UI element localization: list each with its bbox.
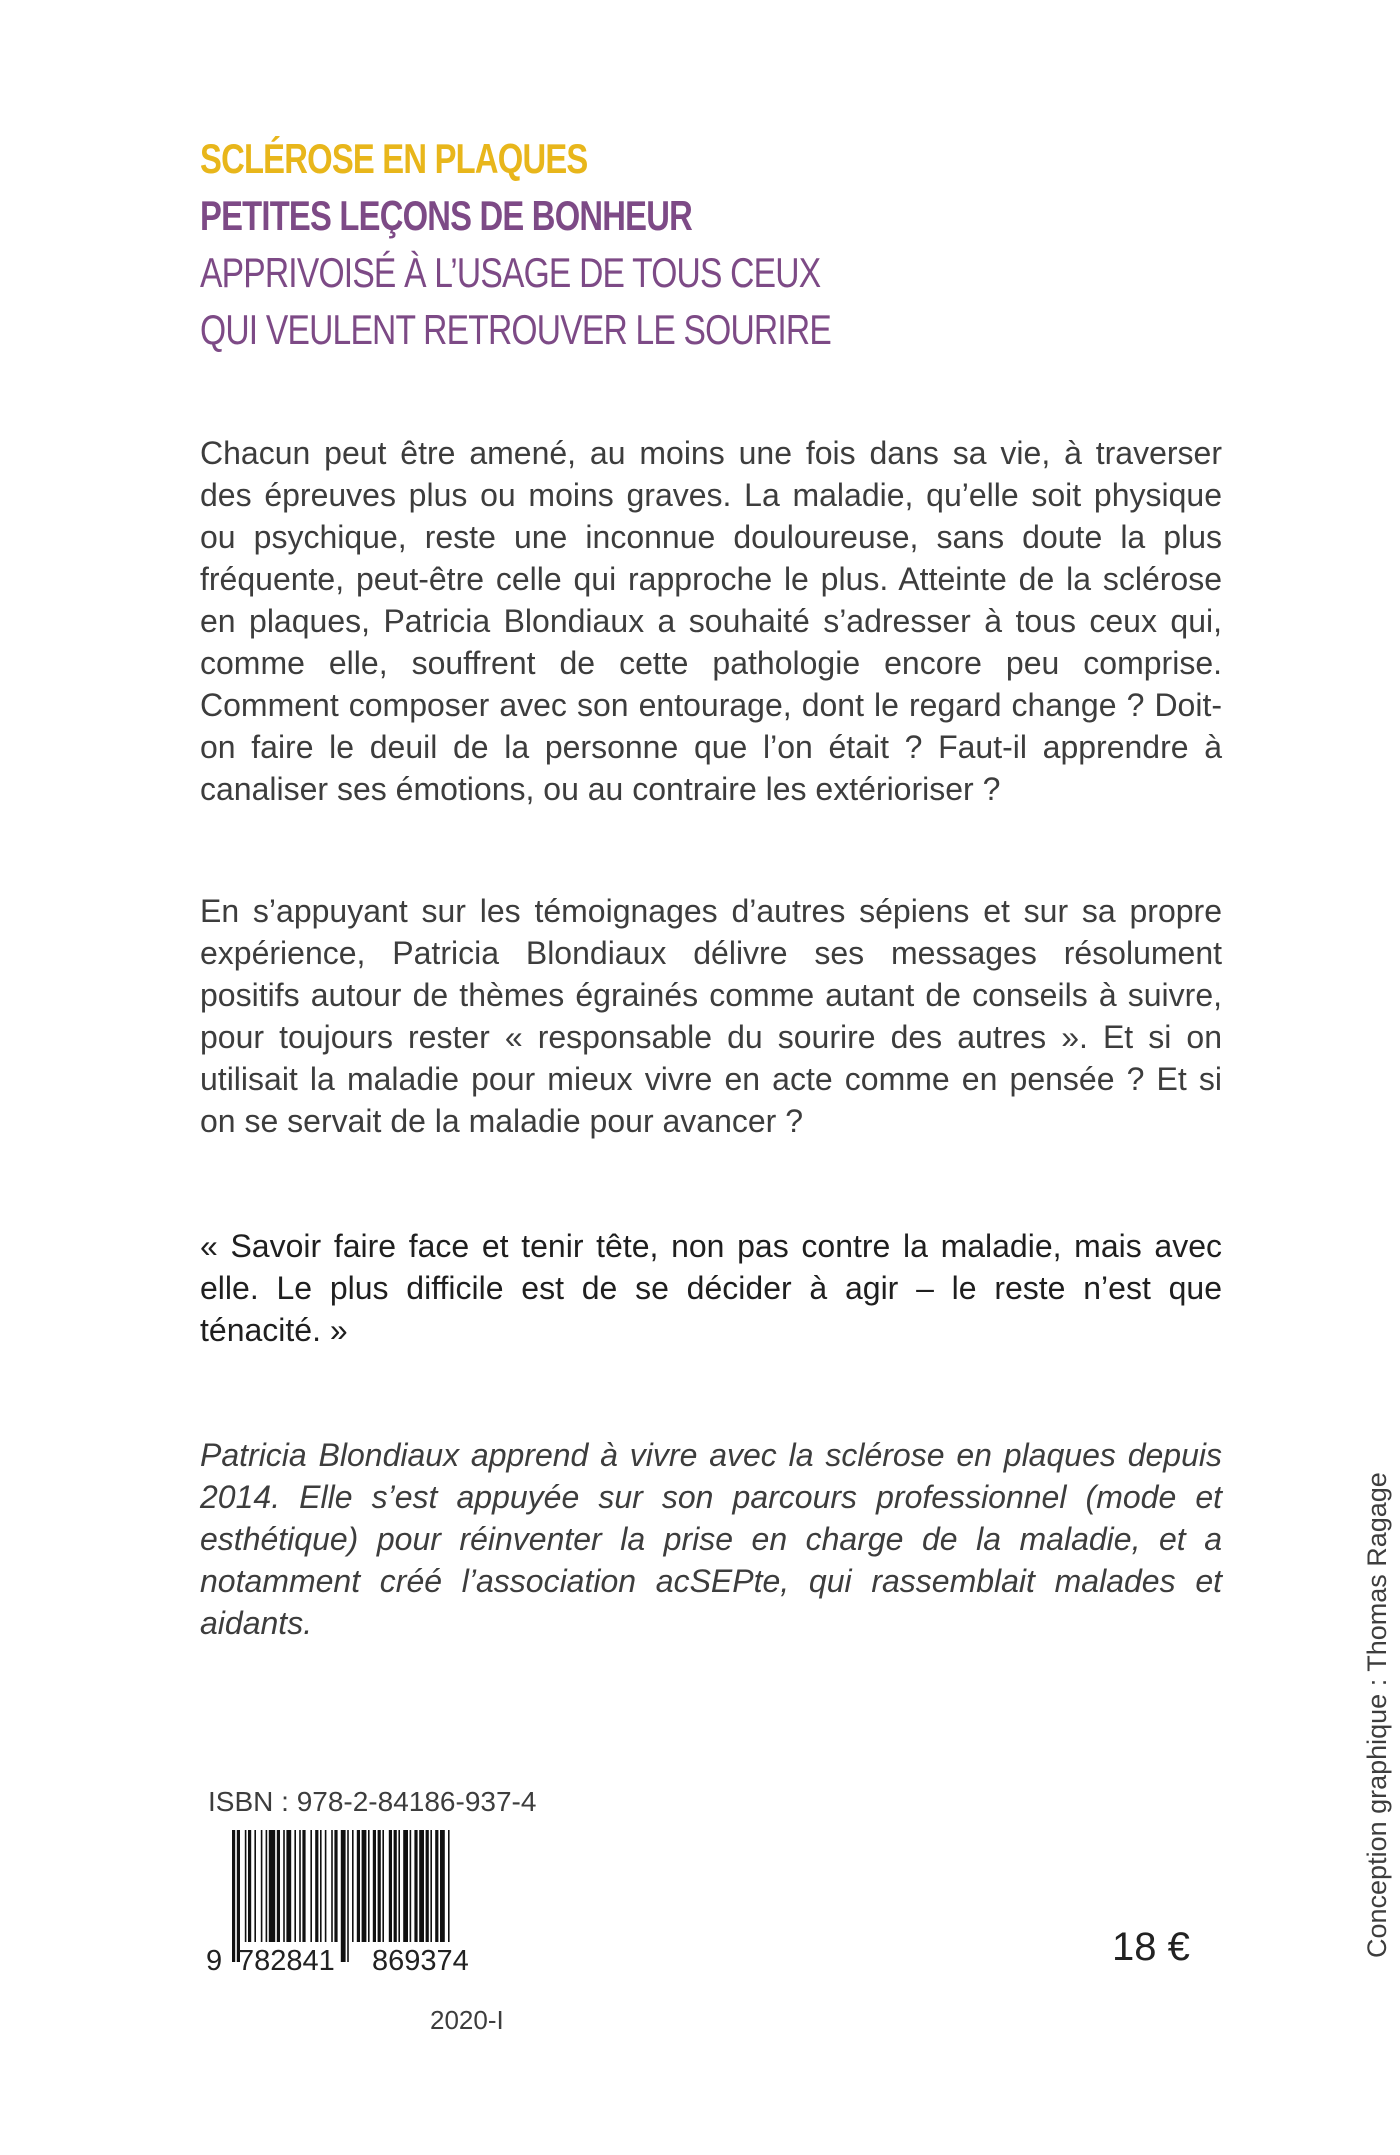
barcode-bar [310,1830,312,1942]
barcode-bar [237,1830,240,1962]
barcode-bar [248,1830,251,1942]
barcode-bar [294,1830,296,1942]
barcode-bar [382,1830,384,1942]
barcode-digit-first: 9 [206,1945,223,1977]
barcode-bar [440,1830,445,1942]
barcode [204,1830,504,1962]
barcode-bar [368,1830,370,1942]
barcode-bar [389,1830,392,1942]
barcode-bar [254,1830,256,1942]
book-subtitle-line-3: QUI VEULENT RETROUVER LE SOURIRE [200,306,831,353]
barcode-digits-left: 782841 [238,1945,335,1977]
barcode-bar [430,1830,432,1942]
barcode-bar [419,1830,424,1942]
barcode-bar [315,1830,318,1942]
barcode-bar [277,1830,280,1942]
barcode-bar [341,1830,346,1962]
author-quote: « Savoir faire face et tenir tête, non pas contre la maladie, mais avec elle. Le plus difficile est de se décider à agir – le reste n’est que ténacité. » [200,1228,1222,1348]
barcode-bar [410,1830,412,1942]
barcode-bar [269,1830,275,1942]
barcode-digits-right: 869374 [372,1945,469,1977]
blurb-paragraph-1: Chacun peut être amené, au moins une fois dans sa vie, à traverser des épreuves plus ou moins graves. La maladie, qu’elle soit physique ou psychique, reste une inconnue douloureuse, sans doute la plus fréquente, peut-être celle qui rapproche le plus. Atteinte de la sclérose en plaques, Patricia Blondiaux a souhaité s’adresser à tous ceux qui, comme elle, souffrent de cette pathologie encore peu comprise. Comment composer avec son entourage, dont le regard change ? Doit-on faire le deuil de la personne que l’on était ? Faut-il apprendre à canaliser ses émotions, ou au contraire les extérioriser ? [200,435,1222,807]
price: 18 € [1112,1925,1190,1969]
barcode-bar [357,1830,360,1942]
barcode-bar [261,1830,263,1942]
book-subtitle: PETITES LEÇONS DE BONHEUR [200,192,692,239]
barcode-bar [331,1830,333,1942]
barcode-bar [373,1830,376,1942]
author-bio: Patricia Blondiaux apprend à vivre avec la sclérose en plaques depuis 2014. Elle s’est appuyée sur son parcours professionnel (mode et esthétique) pour réinventer la prise en charge de la maladie, et a notamment créé l’association acSEPte, qui rassemblait malades et aidants. [200,1437,1222,1641]
barcode-bar [232,1830,235,1962]
barcode-bar [325,1830,327,1942]
isbn-label: ISBN : 978-2-84186-937-4 [208,1786,537,1817]
edition-code: 2020-I [430,2005,504,2035]
book-subtitle-line-2: APPRIVOISÉ À L’USAGE DE TOUS CEUX [200,249,821,296]
barcode-bar [394,1830,397,1942]
design-credit: Conception graphique : Thomas Ragage [1362,1472,1392,1958]
barcode-bar [414,1830,417,1942]
barcode-bar [403,1830,408,1942]
blurb-paragraph-2: En s’appuyant sur les témoignages d’autres sépiens et sur sa propre expérience, Patricia Blondiaux délivre ses messages résolument positifs autour de thèmes égrainés comme autant de conseils à suivre, pour toujours rester « responsable du sourire des autres ». Et si on utilisait la maladie pour mieux vivre en acte comme en pensée ? Et si on se servait de la maladie pour avancer ? [200,893,1222,1139]
barcode-bar [302,1830,305,1942]
barcode-bar [426,1830,429,1942]
barcode-bar [334,1830,337,1942]
barcode-bar [362,1830,367,1942]
barcode-bar [320,1830,322,1942]
barcode-bar [448,1830,450,1942]
barcode-bar [245,1830,247,1942]
book-title: SCLÉROSE EN PLAQUES [200,135,588,182]
barcode-bar [398,1830,400,1942]
barcode-bar [299,1830,301,1942]
barcode-bar [435,1830,438,1942]
barcode-bar [266,1830,268,1942]
barcode-bar [286,1830,291,1942]
barcode-bar [352,1830,354,1942]
barcode-bar [347,1830,349,1962]
barcode-bar [378,1830,381,1942]
barcode-bar [283,1830,285,1942]
